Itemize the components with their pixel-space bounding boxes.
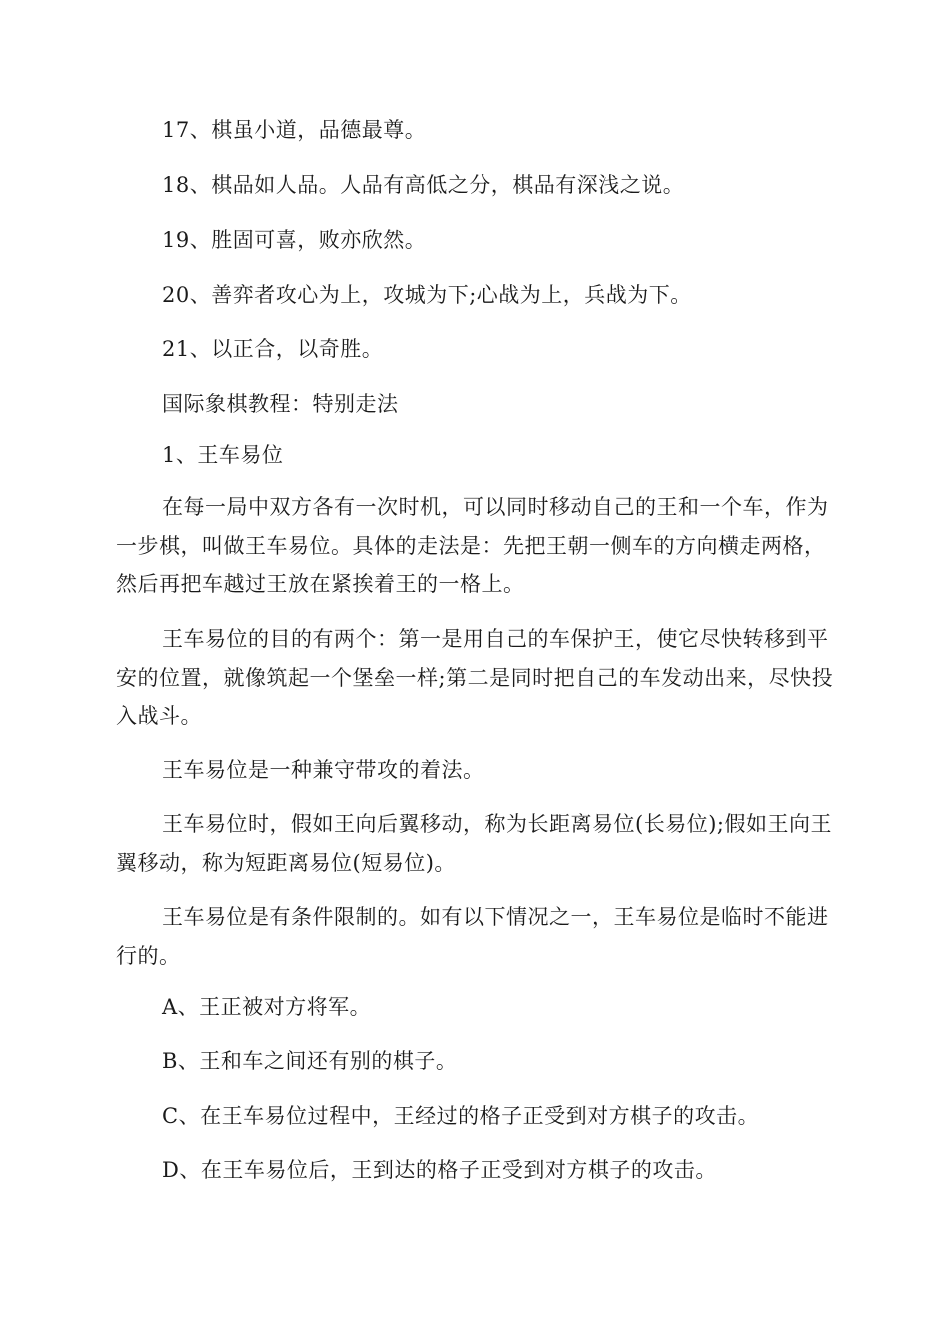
paragraph-castling-restrictions: 王车易位是有条件限制的。如有以下情况之一，王车易位是临时不能进行的。	[116, 905, 829, 968]
subsection-heading: 1、王车易位	[162, 443, 284, 467]
condition-d: D、在王车易位后，王到达的格子正受到对方棋子的攻击。	[162, 1158, 717, 1182]
paragraph-castling-purpose: 王车易位的目的有两个：第一是用自己的车保护王，使它尽快转移到平安的位置，就像筑起一个堡垒一样;第二是同时把自己的车发动出来，尽快投入战斗。	[116, 627, 834, 728]
condition-a: A、王正被对方将军。	[162, 995, 372, 1019]
proverb-18: 18、棋品如人品。人品有高低之分，棋品有深浅之说。	[162, 173, 685, 197]
proverb-20: 20、善弈者攻心为上，攻城为下;心战为上，兵战为下。	[162, 283, 692, 307]
section-heading: 国际象棋教程：特别走法	[162, 392, 399, 416]
paragraph-castling-types: 王车易位时，假如王向后翼移动，称为长距离易位(长易位);假如王向王翼移动，称为短距离易位(短易位)。	[116, 812, 832, 875]
paragraph-castling-nature: 王车易位是一种兼守带攻的着法。	[162, 758, 485, 782]
condition-b: B、王和车之间还有别的棋子。	[162, 1049, 458, 1073]
condition-c: C、在王车易位过程中，王经过的格子正受到对方棋子的攻击。	[162, 1104, 760, 1128]
paragraph-castling-definition: 在每一局中双方各有一次时机，可以同时移动自己的王和一个车，作为一步棋，叫做王车易位。具体的走法是：先把王朝一侧车的方向横走两格，然后再把车越过王放在紧挨着王的一格上。	[116, 495, 829, 596]
proverb-21: 21、以正合，以奇胜。	[162, 337, 384, 361]
proverb-17: 17、棋虽小道，品德最尊。	[162, 118, 427, 142]
proverb-19: 19、胜固可喜，败亦欣然。	[162, 228, 427, 252]
